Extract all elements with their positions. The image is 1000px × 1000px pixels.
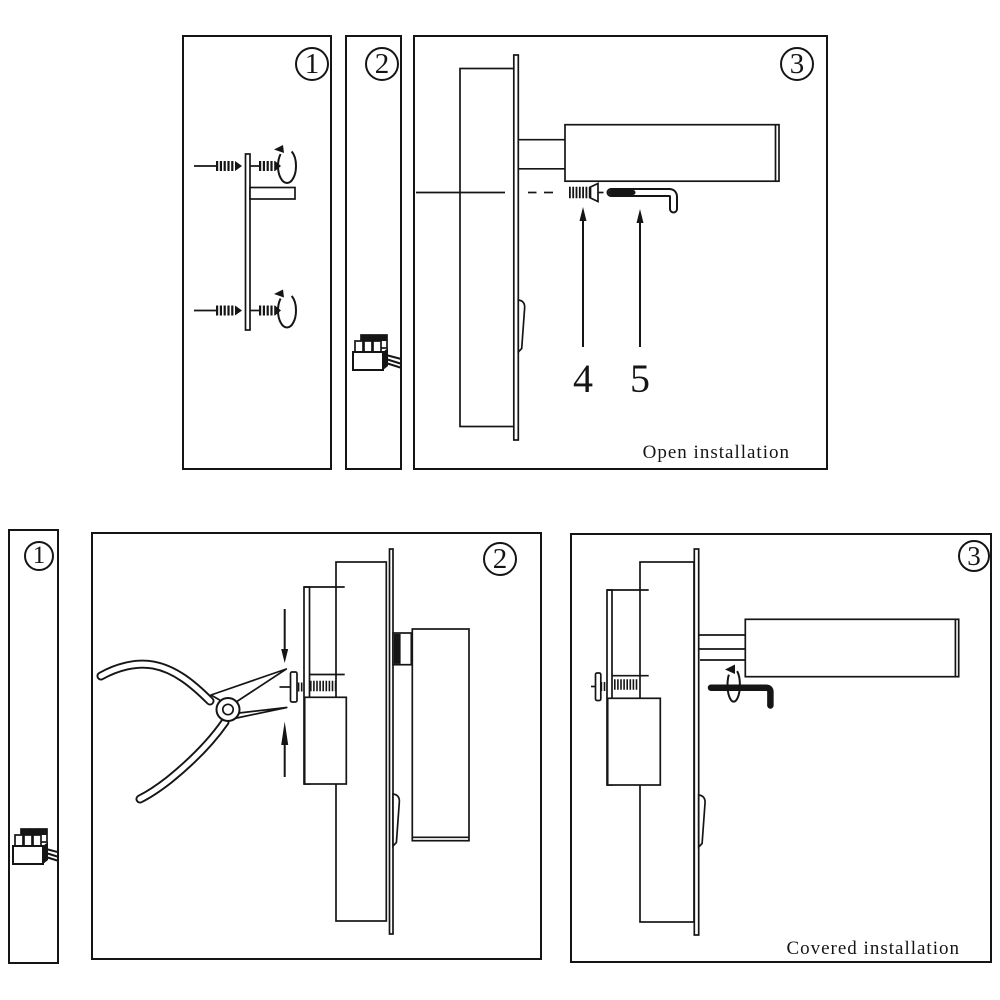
pliers-adjustment-drawing	[93, 534, 540, 958]
step-number-badge	[295, 47, 329, 81]
step-number: 2	[374, 47, 390, 80]
wiring-drawing	[10, 531, 57, 962]
step-number-badge	[483, 542, 517, 576]
hex-key	[711, 688, 770, 706]
step-panel-bottom-2	[91, 532, 542, 960]
wall-anchor-drawing	[184, 37, 330, 468]
step-number-badge	[958, 540, 990, 572]
step-number: 1	[32, 542, 46, 569]
callout-arrow-4	[580, 207, 587, 347]
terminal-block	[353, 335, 400, 370]
squeeze-arrow-down	[281, 609, 288, 663]
fixture-housing	[460, 69, 514, 427]
fixture-backplate	[390, 549, 394, 934]
pliers	[101, 664, 287, 799]
squeeze-arrow-up	[281, 722, 288, 778]
panel-caption: Covered installation	[786, 938, 960, 959]
switch-lever	[699, 795, 705, 847]
wires	[386, 355, 400, 369]
mounting-bracket	[250, 188, 295, 200]
step-panel-top-3	[413, 35, 828, 470]
callout-label-hex-key: 5	[630, 356, 650, 401]
set-screw	[569, 184, 604, 202]
flange-screw	[280, 672, 298, 702]
wiring-drawing	[347, 37, 400, 468]
callout-arrow-5	[637, 209, 644, 347]
callout-label-screw: 4	[573, 356, 593, 401]
step-number-badge	[24, 541, 54, 571]
step-panel-bottom-1	[8, 529, 59, 964]
step-number: 2	[492, 542, 508, 575]
covered-installation-drawing	[572, 535, 990, 961]
switch-lever	[518, 300, 524, 352]
fixture-backplate	[514, 55, 519, 440]
lamp-arm	[565, 125, 779, 182]
panel-caption: Open installation	[642, 442, 790, 463]
terminal-block	[13, 829, 57, 864]
mounting-stem	[518, 140, 565, 169]
step-number-badge	[780, 47, 814, 81]
step-panel-bottom-3	[570, 533, 992, 963]
step-number: 1	[304, 47, 320, 80]
step-number-badge	[365, 47, 399, 81]
lamp-arm	[745, 619, 958, 676]
lamp-arm-end	[412, 629, 469, 841]
step-panel-top-2	[345, 35, 402, 470]
mounting-stem	[699, 635, 746, 660]
step-number: 3	[967, 540, 981, 571]
wall-plate	[246, 154, 296, 330]
mounting-bracket	[608, 698, 661, 785]
stem-stub	[393, 633, 411, 665]
flange-screw	[591, 673, 601, 701]
mounting-bracket	[305, 697, 347, 784]
open-installation-drawing	[415, 37, 826, 468]
switch-lever	[393, 794, 399, 846]
rotation-arrow	[725, 665, 740, 702]
hex-key	[611, 193, 674, 210]
fixture-backplate	[694, 549, 698, 935]
step-panel-top-1	[182, 35, 332, 470]
step-number: 3	[789, 47, 805, 80]
